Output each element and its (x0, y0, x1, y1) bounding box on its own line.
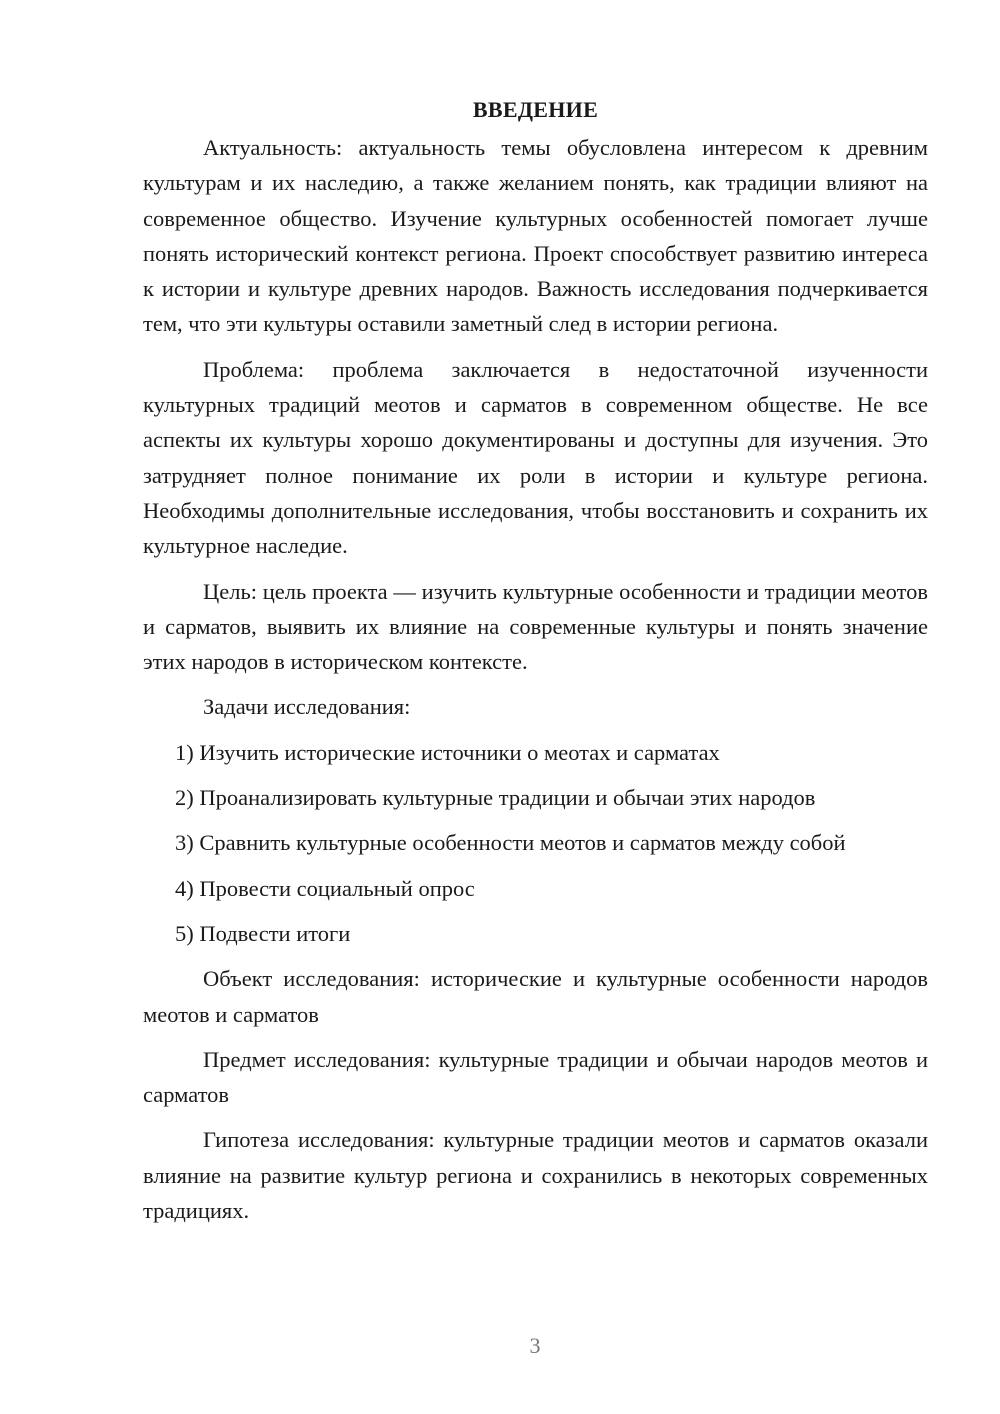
document-page (143, 92, 928, 1238)
tasks-list (143, 735, 928, 951)
page-number: 3 (529, 1333, 541, 1358)
object-paragraph: Объект исследования: исторические и культурные особенности народов меотов и сарматов (143, 966, 928, 1027)
problem-paragraph: Проблема: проблема заключается в недостаточной изученности культурных традиций меотов и сарматов в современном обществе. Не все аспекты их культуры хорошо документированы и доступны для изучения. Это затрудняет полное понимание их роли в истории и культуре региона. Необходимы дополнительные исследования, чтобы восстановить и сохранить их культурное наследие. (143, 356, 928, 559)
list-item: 2) Проанализировать культурные традиции и обычаи этих народов (175, 785, 816, 811)
page-title: ВВЕДЕНИЕ (472, 97, 599, 122)
list-item: 3) Сравнить культурные особенности меотов и сарматов между собой (175, 830, 846, 856)
hypothesis-paragraph: Гипотеза исследования: культурные традиции меотов и сарматов оказали влияние на развитие культур региона и сохранились в некоторых современных традициях. (143, 1127, 928, 1224)
tasks-intro: Задачи исследования: (203, 694, 411, 720)
list-item: 5) Подвести итоги (175, 920, 351, 946)
subject-paragraph: Предмет исследования: культурные традиции и обычаи народов меотов и сарматов (143, 1046, 928, 1108)
list-item: 1) Изучить исторические источники о меотах и сарматах (175, 739, 720, 765)
list-item: 4) Провести социальный опрос (175, 875, 475, 901)
goal-paragraph: Цель: цель проекта — изучить культурные особенности и традиции меотов и сарматов, выявить их влияние на современные культуры и понять значение этих народов в историческом контексте. (143, 578, 928, 675)
relevance-paragraph: Актуальность: актуальность темы обусловлена интересом к древним культурам и их наследию, а также желанием понять, как традиции влияют на современное общество. Изучение культурных особенностей помогает лучше понять исторический контекст региона. Проект способствует развитию интереса к истории и культуре древних народов. Важность исследования подчеркивается тем, что эти культуры оставили заметный след в истории региона. (143, 135, 928, 337)
